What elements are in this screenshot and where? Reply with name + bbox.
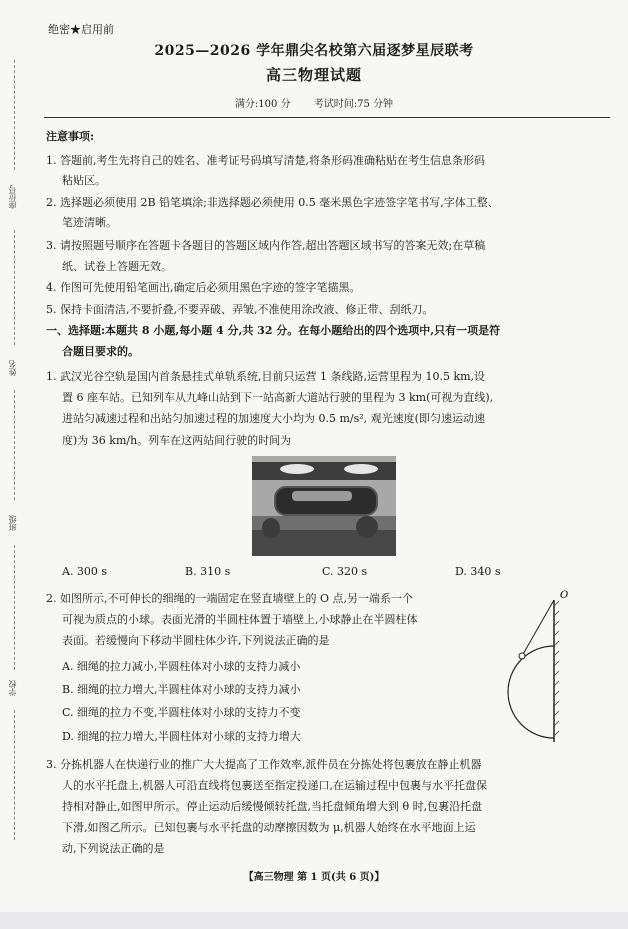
section-heading-cont: 合题目要求的。 bbox=[62, 345, 139, 358]
page-footer: 【高三物理 第 1 页(共 6 页)】 bbox=[243, 872, 385, 883]
binding-margin bbox=[0, 60, 26, 840]
q1-text: 1. 武汉光谷空轨是国内首条悬挂式单轨系统,目前只运营 1 条线路,运营里程为 10.5 km,设 bbox=[46, 370, 486, 383]
q2-text: 2. 如图所示,不可伸长的细绳的一端固定在竖直墙壁上的 O 点,另一端系一个 bbox=[46, 592, 413, 605]
q2-choice-c[interactable]: C. 细绳的拉力不变,半圆柱体对小球的支持力不变 bbox=[62, 706, 301, 719]
dashed-line bbox=[14, 60, 15, 170]
q3-text: 动,下列说法正确的是 bbox=[62, 842, 165, 855]
q1-choice-b[interactable]: B. 310 s bbox=[185, 565, 231, 578]
q2-text: 表面。若缓慢向下移动半圆柱体少许,下列说法正确的是 bbox=[62, 634, 330, 647]
point-o-label: O bbox=[560, 590, 569, 601]
dashed-line bbox=[14, 545, 15, 670]
q2-choice-a[interactable]: A. 细绳的拉力减小,半圆柱体对小球的支持力减小 bbox=[62, 660, 301, 673]
q3-text: 3. 分拣机器人在快递行业的推广大大提高了工作效率,派件员在分拣处将包裹放在静止机器 bbox=[46, 758, 482, 771]
ball bbox=[519, 653, 525, 659]
notice-line: 3. 请按照题号顺序在答题卡各题目的答题区域内作答,超出答题区域书写的答案无效;在草稿 bbox=[46, 239, 486, 252]
notice-line: 4. 作图可先使用铅笔画出,确定后必须用黑色字迹的签字笔描黑。 bbox=[46, 281, 361, 294]
seat-number-label: 座位号 bbox=[8, 185, 17, 209]
dashed-line bbox=[14, 390, 15, 500]
q2-text: 可视为质点的小球。表面光滑的半圆柱体置于墙壁上,小球静止在半圆柱体 bbox=[62, 613, 418, 626]
section-heading: 一、选择题:本题共 8 小题,每小题 4 分,共 32 分。在每小题给出的四个选项中,只有一项是符 bbox=[46, 324, 501, 337]
q3-text: 人的水平托盘上,机器人可沿直线将包裹送至指定投递口,在运输过程中包裹与水平托盘保 bbox=[62, 779, 487, 792]
class-label: 班级 bbox=[8, 515, 17, 531]
notice-line: 笔迹清晰。 bbox=[62, 216, 117, 229]
q1-choice-c[interactable]: C. 320 s bbox=[322, 565, 368, 578]
dashed-line bbox=[14, 710, 15, 840]
notice-line: 粘贴区。 bbox=[62, 174, 106, 187]
q1-choice-d[interactable]: D. 340 s bbox=[455, 565, 501, 578]
monorail-photo bbox=[252, 456, 396, 556]
notice-line: 5. 保持卡面清洁,不要折叠,不要弄破、弄皱,不准使用涂改液、修正带、刮纸刀。 bbox=[46, 303, 434, 316]
confidential-label: 绝密★启用前 bbox=[48, 23, 114, 36]
exam-meta bbox=[0, 95, 628, 110]
q2-choice-d[interactable]: D. 细绳的拉力增大,半圆柱体对小球的支持力增大 bbox=[62, 730, 301, 743]
exam-title: 2025—2026 学年鼎尖名校第六届逐梦星辰联考 bbox=[154, 43, 474, 59]
q1-choice-a[interactable]: A. 300 s bbox=[62, 565, 108, 578]
subject-title: 高三物理试题 bbox=[265, 66, 362, 84]
viewer-bottom-strip bbox=[0, 912, 628, 929]
notice-line: 纸、试卷上答题无效。 bbox=[62, 260, 172, 273]
q1-text: 进站匀减速过程和出站匀加速过程的加速度大小均为 0.5 m/s², 观光速度(即匀速运动速 bbox=[62, 412, 485, 425]
q2-choice-b[interactable]: B. 细绳的拉力增大,半圆柱体对小球的支持力减小 bbox=[62, 683, 301, 696]
exam-time: 考试时间:75 分钟 bbox=[313, 99, 394, 110]
rope bbox=[522, 600, 554, 656]
dashed-line bbox=[14, 230, 15, 345]
full-score: 满分:100 分 bbox=[234, 99, 291, 110]
q2-figure bbox=[500, 586, 580, 746]
header-rule bbox=[44, 117, 610, 118]
q3-text: 持相对静止,如图甲所示。停止运动后缓慢倾转托盘,当托盘倾角增大到 θ 时,包裹沿托盘 bbox=[62, 800, 483, 813]
half-cylinder bbox=[508, 646, 554, 738]
school-label: 学校 bbox=[8, 680, 17, 696]
q3-text: 下滑,如图乙所示。已知包裹与水平托盘的动摩擦因数为 μ,机器人始终在水平地面上运 bbox=[62, 821, 476, 834]
name-label: 姓名 bbox=[8, 360, 17, 376]
notice-title: 注意事项: bbox=[46, 130, 95, 143]
q1-text: 度)为 36 km/h。列车在这两站间行驶的时间为 bbox=[62, 434, 292, 447]
notice-line: 1. 答题前,考生先将自己的姓名、准考证号码填写清楚,将条形码准确粘贴在考生信息条形码 bbox=[46, 154, 485, 167]
notice-line: 2. 选择题必须使用 2B 铅笔填涂;非选择题必须使用 0.5 毫米黑色字迹签字笔书写,字体工整、 bbox=[46, 196, 499, 209]
q1-text: 置 6 座车站。已知列车从九峰山站到下一站高新大道站行驶的里程为 3 km(可视为直线), bbox=[62, 391, 494, 404]
